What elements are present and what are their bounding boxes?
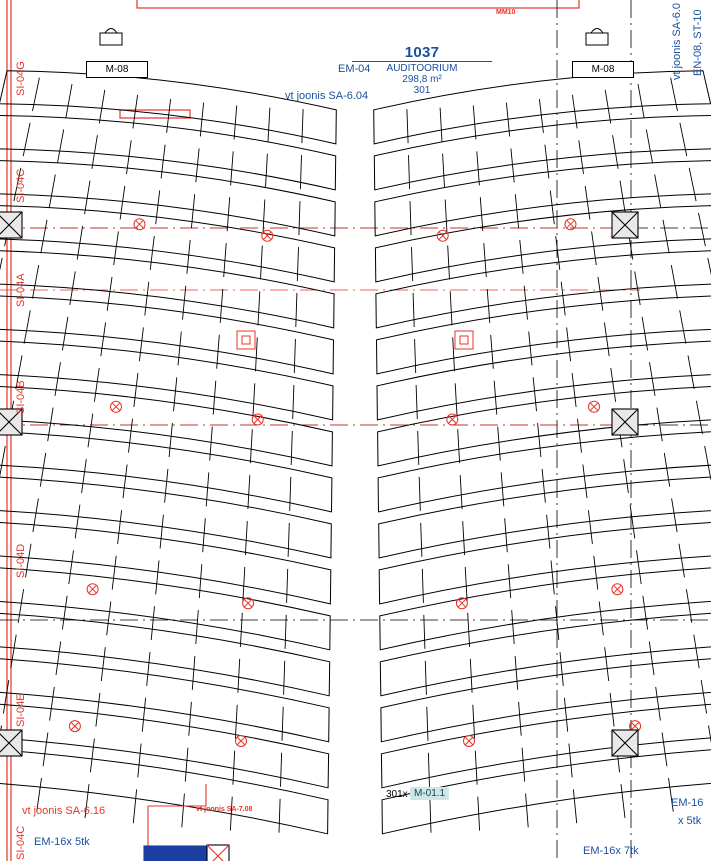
seat-divider bbox=[279, 799, 280, 833]
seating-row bbox=[0, 564, 330, 650]
seat-divider bbox=[688, 356, 694, 390]
seat-divider bbox=[529, 332, 532, 366]
seat-divider bbox=[605, 647, 609, 681]
equipment-tag-m08-left bbox=[86, 61, 148, 78]
seat-divider bbox=[410, 201, 411, 235]
seating-row bbox=[379, 474, 711, 558]
seat-divider bbox=[192, 656, 195, 690]
vertical-label-si04g: SI-04G bbox=[15, 61, 27, 96]
seat-divider bbox=[69, 550, 74, 584]
vertical-label-si04e: SI-04E bbox=[15, 693, 27, 727]
seat-divider bbox=[689, 168, 696, 201]
seat-divider bbox=[428, 753, 429, 787]
seat-divider bbox=[123, 465, 127, 499]
seat-divider bbox=[409, 155, 410, 189]
pill-label-m011: M-01.1 bbox=[410, 787, 449, 800]
vertical-label-si04a: SI-04A bbox=[15, 273, 27, 307]
seat-divider bbox=[655, 175, 661, 208]
seat-divider bbox=[147, 652, 150, 686]
seat-divider bbox=[458, 429, 460, 463]
seat-divider bbox=[646, 129, 652, 162]
ceiling-device-symbol bbox=[612, 584, 623, 595]
seat-divider bbox=[189, 702, 192, 736]
seat-divider bbox=[505, 518, 508, 552]
seat-divider bbox=[156, 190, 160, 224]
seat-divider bbox=[567, 327, 571, 361]
label-drawing-ref-604: vt joonis SA-6.04 bbox=[285, 90, 369, 102]
seat-divider bbox=[663, 220, 669, 254]
seat-divider bbox=[583, 465, 587, 499]
seat-divider bbox=[11, 635, 16, 669]
seat-divider bbox=[696, 401, 702, 434]
seat-divider bbox=[151, 606, 154, 640]
seat-divider bbox=[515, 194, 518, 228]
seat-divider bbox=[455, 383, 457, 417]
seat-divider bbox=[550, 190, 554, 224]
seat-divider bbox=[203, 518, 206, 552]
seat-divider bbox=[460, 475, 462, 509]
seat-divider bbox=[662, 733, 667, 767]
seat-divider bbox=[99, 90, 105, 124]
ceiling-device-symbol bbox=[262, 230, 273, 241]
seat-divider bbox=[33, 265, 39, 298]
grid-axes-red bbox=[0, 228, 640, 425]
seat-divider bbox=[498, 427, 501, 461]
seating-row bbox=[0, 250, 334, 328]
seat-divider bbox=[477, 151, 480, 185]
seat-divider bbox=[415, 339, 416, 373]
seat-divider bbox=[165, 469, 168, 503]
seat-divider bbox=[494, 381, 497, 415]
equipment-tag-label: M-08 bbox=[105, 64, 129, 75]
seat-divider bbox=[43, 733, 48, 767]
seat-divider bbox=[82, 459, 87, 493]
seat-divider bbox=[470, 659, 472, 693]
seating-rows bbox=[0, 71, 711, 834]
seat-divider bbox=[96, 693, 100, 727]
ceiling-device-symbol bbox=[236, 736, 247, 747]
seat-divider bbox=[120, 186, 125, 220]
seat-divider bbox=[114, 231, 119, 265]
ceiling-device-symbol bbox=[447, 414, 458, 425]
ceiling-device-symbols bbox=[69, 219, 640, 747]
seat-divider bbox=[23, 123, 30, 156]
seat-divider bbox=[288, 523, 289, 557]
seating-row bbox=[376, 250, 711, 328]
seating-row bbox=[375, 205, 711, 282]
seat-divider bbox=[101, 647, 105, 681]
seat-divider bbox=[297, 247, 298, 281]
seat-divider bbox=[705, 446, 711, 480]
label-em16-7tk-bottom: EM-16x 7tk bbox=[583, 845, 639, 857]
vertical-label-drawing-ref-60: vt joonis SA-6.0 bbox=[671, 2, 683, 80]
seat-divider bbox=[33, 498, 39, 532]
seat-divider bbox=[18, 589, 23, 623]
seat-divider bbox=[268, 108, 270, 142]
seat-divider bbox=[234, 106, 237, 140]
seat-divider bbox=[248, 475, 250, 509]
seat-divider bbox=[145, 282, 149, 316]
seat-divider bbox=[94, 368, 99, 402]
bottom-fixtures bbox=[144, 784, 229, 861]
label-em16-right: EM-16 bbox=[671, 797, 704, 809]
seat-divider bbox=[643, 596, 648, 630]
vertical-label-en08-st10: EN-08, ST-10 bbox=[692, 9, 704, 76]
seat-divider bbox=[427, 707, 428, 741]
seat-divider bbox=[430, 799, 431, 833]
seat-divider bbox=[296, 293, 297, 327]
label-em16-right-count: x 5tk bbox=[678, 815, 702, 827]
seat-divider bbox=[443, 154, 445, 188]
seating-row bbox=[0, 698, 329, 787]
seat-divider bbox=[56, 641, 61, 675]
seat-divider bbox=[138, 744, 141, 778]
seat-divider bbox=[621, 784, 625, 818]
seat-divider bbox=[440, 108, 442, 142]
seat-divider bbox=[196, 148, 199, 182]
vertical-label-si04b: SI-04B bbox=[15, 380, 27, 414]
seat-dividers bbox=[0, 78, 711, 833]
seat-divider bbox=[501, 472, 504, 506]
seat-divider bbox=[101, 323, 106, 357]
seating-row bbox=[379, 519, 711, 604]
seat-divider bbox=[416, 385, 417, 419]
seat-divider bbox=[512, 610, 515, 644]
seat-divider bbox=[611, 368, 616, 402]
seating-row bbox=[0, 295, 333, 374]
seat-divider bbox=[569, 744, 572, 778]
label-em16-5tk-left: EM-16x 5tk bbox=[34, 836, 90, 848]
seat-divider bbox=[671, 78, 678, 111]
seat-divider bbox=[701, 680, 706, 714]
seat-divider bbox=[0, 446, 5, 480]
seat-divider bbox=[515, 656, 518, 690]
seat-divider bbox=[604, 323, 609, 357]
seat-divider bbox=[302, 109, 303, 143]
ceiling-device-symbol bbox=[69, 721, 80, 732]
seat-divider bbox=[573, 789, 576, 823]
seat-divider bbox=[519, 702, 522, 736]
seat-divider bbox=[672, 498, 678, 532]
seat-divider bbox=[547, 515, 550, 549]
seat-divider bbox=[161, 145, 165, 179]
seating-row bbox=[380, 564, 711, 650]
seat-divider bbox=[445, 200, 447, 234]
seat-divider bbox=[66, 84, 72, 118]
seat-divider bbox=[649, 641, 654, 675]
seat-divider bbox=[75, 505, 80, 539]
equipment-tag-label: M-08 bbox=[591, 64, 615, 75]
seat-divider bbox=[178, 332, 181, 366]
seat-divider bbox=[62, 596, 67, 630]
ceiling-device-symbol bbox=[111, 401, 122, 412]
seat-divider bbox=[187, 240, 190, 274]
seat-divider bbox=[282, 707, 283, 741]
seat-divider bbox=[650, 362, 656, 396]
ceiling-device-symbol bbox=[589, 401, 600, 412]
m08-device-icons bbox=[100, 29, 608, 46]
seat-divider bbox=[551, 561, 554, 595]
seat-divider bbox=[594, 556, 598, 590]
seat-divider bbox=[422, 569, 423, 603]
seat-divider bbox=[55, 362, 61, 396]
room-number: 1037 bbox=[404, 44, 440, 61]
seat-divider bbox=[418, 431, 419, 465]
seat-divider bbox=[129, 419, 133, 453]
seat-divider bbox=[40, 453, 45, 487]
seat-divider bbox=[419, 477, 420, 511]
seating-row bbox=[0, 205, 335, 282]
seat-divider bbox=[258, 291, 260, 325]
seat-divider bbox=[287, 569, 288, 603]
seat-divider bbox=[561, 282, 565, 316]
seat-divider bbox=[533, 377, 536, 411]
seat-divider bbox=[450, 291, 452, 325]
floor-box-symbols bbox=[237, 331, 473, 349]
seating-row bbox=[0, 609, 330, 696]
seat-divider bbox=[638, 84, 644, 118]
seat-divider bbox=[112, 556, 116, 590]
seat-divider bbox=[142, 698, 145, 732]
seat-divider bbox=[196, 610, 199, 644]
seat-divider bbox=[463, 521, 465, 555]
seat-divider bbox=[118, 510, 122, 544]
seat-divider bbox=[107, 277, 112, 311]
seating-row bbox=[381, 654, 711, 742]
seat-divider bbox=[174, 377, 177, 411]
seat-divider bbox=[107, 602, 111, 636]
seat-divider bbox=[139, 327, 143, 361]
seat-divider bbox=[694, 635, 699, 669]
seat-divider bbox=[0, 258, 2, 291]
seat-divider bbox=[578, 419, 582, 453]
seat-divider bbox=[183, 286, 186, 320]
seat-divider bbox=[598, 277, 603, 311]
vertical-label-si04c-bottom: SI-04C bbox=[15, 825, 27, 860]
seat-divider bbox=[508, 564, 511, 598]
seat-divider bbox=[425, 661, 426, 695]
seat-divider bbox=[421, 523, 422, 557]
seat-divider bbox=[699, 213, 706, 246]
seat-divider bbox=[33, 78, 40, 111]
seat-divider bbox=[293, 385, 294, 419]
seat-divider bbox=[605, 90, 611, 124]
seat-divider bbox=[468, 613, 470, 647]
vertical-label-si04c-top: SI-04C bbox=[15, 168, 27, 203]
seat-divider bbox=[185, 748, 188, 782]
seat-divider bbox=[686, 589, 691, 623]
seat-divider bbox=[572, 373, 576, 407]
seat-divider bbox=[679, 544, 685, 578]
seating-row bbox=[0, 519, 331, 604]
ceiling-device-symbol bbox=[243, 598, 254, 609]
seating-row bbox=[377, 340, 711, 420]
seat-divider bbox=[48, 408, 53, 442]
ceiling-device-symbol bbox=[134, 219, 145, 230]
seat-divider bbox=[133, 789, 136, 823]
seat-divider bbox=[448, 246, 450, 280]
seat-divider bbox=[579, 140, 584, 174]
seating-row bbox=[380, 609, 711, 696]
seat-divider bbox=[238, 659, 240, 693]
seat-divider bbox=[41, 220, 47, 254]
ceiling-device-symbol bbox=[252, 414, 263, 425]
seat-divider bbox=[538, 423, 541, 457]
seating-row bbox=[0, 116, 336, 190]
seating-row bbox=[377, 295, 711, 374]
seat-divider bbox=[480, 197, 483, 231]
seat-divider bbox=[156, 561, 159, 595]
label-drawing-ref-708: vt joonis SA-7.08 bbox=[196, 806, 253, 813]
seat-divider bbox=[134, 373, 138, 407]
seat-divider bbox=[413, 293, 414, 327]
room-code: 301 bbox=[413, 85, 431, 96]
seat-divider bbox=[169, 423, 172, 457]
seat-divider bbox=[588, 510, 592, 544]
seat-divider bbox=[85, 181, 90, 215]
seat-divider bbox=[556, 236, 560, 270]
label-mm10: MM10 bbox=[496, 9, 516, 16]
seat-divider bbox=[245, 521, 247, 555]
seating-row bbox=[381, 698, 711, 787]
label-drawing-ref-616: vt joonis SA-6.16 bbox=[22, 805, 106, 817]
seat-divider bbox=[160, 515, 163, 549]
seat-divider bbox=[592, 231, 597, 265]
seat-divider bbox=[613, 135, 619, 169]
seating-row bbox=[0, 474, 331, 558]
seat-divider bbox=[58, 129, 64, 162]
seat-divider bbox=[599, 602, 603, 636]
seat-divider bbox=[49, 175, 55, 208]
seating-row bbox=[0, 340, 333, 420]
seat-divider bbox=[680, 310, 686, 343]
seat-divider bbox=[475, 751, 477, 785]
seat-divider bbox=[412, 247, 413, 281]
seat-divider bbox=[240, 613, 242, 647]
seat-divider bbox=[680, 123, 687, 156]
seat-divider bbox=[300, 155, 301, 189]
label-em04: EM-04 bbox=[338, 63, 371, 75]
seat-divider bbox=[250, 429, 252, 463]
seating-row bbox=[375, 160, 711, 236]
seat-divider bbox=[656, 687, 661, 721]
seat-divider bbox=[243, 567, 245, 601]
seat-divider bbox=[233, 751, 235, 785]
seat-divider bbox=[585, 186, 590, 220]
seat-divider bbox=[610, 693, 614, 727]
seat-divider bbox=[637, 550, 642, 584]
label-301x: 301x bbox=[386, 789, 408, 800]
seat-divider bbox=[473, 106, 476, 140]
column-symbols bbox=[0, 212, 638, 756]
ceiling-device-symbol bbox=[87, 584, 98, 595]
room-area: 298,8 m² bbox=[402, 74, 442, 85]
seat-divider bbox=[88, 414, 93, 448]
ceiling-device-symbol bbox=[456, 598, 467, 609]
seat-divider bbox=[210, 427, 213, 461]
seat-divider bbox=[657, 408, 662, 442]
seat-divider bbox=[542, 469, 545, 503]
seat-divider bbox=[564, 698, 567, 732]
seat-divider bbox=[150, 236, 154, 270]
seat-divider bbox=[664, 453, 669, 487]
seat-divider bbox=[511, 148, 514, 182]
seat-divider bbox=[90, 739, 94, 773]
ceiling-device-symbol bbox=[464, 736, 475, 747]
equipment-tag-m08-right bbox=[572, 61, 634, 78]
seat-divider bbox=[3, 680, 8, 714]
seating-row bbox=[0, 71, 336, 144]
seat-divider bbox=[284, 661, 285, 695]
seat-divider bbox=[294, 339, 295, 373]
seat-divider bbox=[50, 687, 55, 721]
seat-divider bbox=[291, 431, 292, 465]
seat-divider bbox=[206, 472, 209, 506]
seat-divider bbox=[473, 705, 475, 739]
seating-row bbox=[378, 429, 711, 512]
seat-divider bbox=[453, 337, 455, 371]
vertical-label-si04d: SI-04D bbox=[15, 543, 27, 578]
seat-divider bbox=[167, 99, 171, 133]
seat-divider bbox=[560, 652, 563, 686]
seat-divider bbox=[524, 286, 527, 320]
seating-row bbox=[0, 654, 329, 742]
seat-divider bbox=[191, 194, 194, 228]
seating-row bbox=[0, 429, 332, 512]
seat-divider bbox=[520, 240, 523, 274]
seat-divider bbox=[526, 794, 529, 828]
seat-divider bbox=[227, 197, 230, 231]
seat-divider bbox=[266, 154, 268, 188]
seat-divider bbox=[213, 381, 216, 415]
seat-divider bbox=[624, 459, 629, 493]
seat-divider bbox=[127, 140, 132, 174]
room-tag bbox=[352, 44, 492, 96]
seat-divider bbox=[465, 567, 467, 601]
seating-row bbox=[0, 160, 335, 236]
seat-divider bbox=[261, 246, 263, 280]
seat-divider bbox=[235, 705, 237, 739]
seat-divider bbox=[281, 753, 282, 787]
seat-divider bbox=[231, 151, 234, 185]
seat-divider bbox=[253, 383, 255, 417]
seat-divider bbox=[671, 265, 677, 298]
seat-divider bbox=[199, 564, 202, 598]
seat-divider bbox=[24, 310, 30, 343]
seat-divider bbox=[545, 145, 549, 179]
seat-divider bbox=[539, 99, 543, 133]
seat-divider bbox=[299, 201, 300, 235]
room-name: AUDITOORIUM bbox=[352, 61, 492, 74]
seat-divider bbox=[620, 181, 625, 215]
seat-divider bbox=[522, 748, 525, 782]
seat-divider bbox=[407, 109, 408, 143]
seat-divider bbox=[290, 477, 291, 511]
seat-divider bbox=[256, 337, 258, 371]
seat-divider bbox=[182, 794, 185, 828]
seat-divider bbox=[92, 135, 98, 169]
ceiling-device-symbol bbox=[437, 230, 448, 241]
